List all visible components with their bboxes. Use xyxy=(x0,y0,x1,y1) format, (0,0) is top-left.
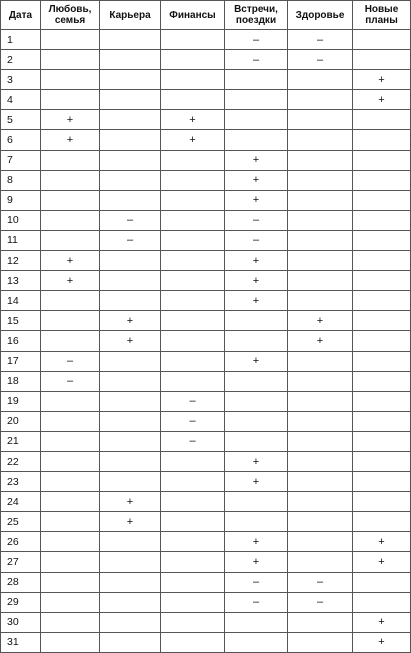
health-cell xyxy=(288,552,353,572)
table-row xyxy=(1,311,411,331)
meetings-trips-cell: + xyxy=(225,150,288,170)
header-label-line: Здоровье xyxy=(295,9,345,21)
finance-cell xyxy=(161,351,225,371)
new-plans-cell: + xyxy=(353,70,411,90)
new-plans-cell xyxy=(353,371,411,391)
date-cell: 10 xyxy=(1,210,41,230)
table-row xyxy=(1,271,411,291)
new-plans-cell xyxy=(353,190,411,210)
love-family-cell xyxy=(41,592,100,612)
new-plans-cell xyxy=(353,311,411,331)
career-cell: + xyxy=(100,331,161,351)
table-row xyxy=(1,190,411,210)
table-row xyxy=(1,632,411,652)
finance-cell xyxy=(161,230,225,250)
new-plans-cell xyxy=(353,512,411,532)
date-cell: 21 xyxy=(1,431,41,451)
finance-cell xyxy=(161,331,225,351)
finance-cell xyxy=(161,210,225,230)
date-cell: 29 xyxy=(1,592,41,612)
date-cell: 3 xyxy=(1,70,41,90)
table-row xyxy=(1,210,411,230)
new-plans-cell xyxy=(353,130,411,150)
meetings-trips-cell: + xyxy=(225,190,288,210)
meetings-trips-cell xyxy=(225,130,288,150)
love-family-cell xyxy=(41,150,100,170)
meetings-trips-cell xyxy=(225,371,288,391)
finance-cell: – xyxy=(161,391,225,411)
finance-cell xyxy=(161,90,225,110)
love-family-cell: + xyxy=(41,251,100,271)
career-cell xyxy=(100,632,161,652)
career-cell: – xyxy=(100,210,161,230)
new-plans-cell xyxy=(353,411,411,431)
health-cell xyxy=(288,371,353,391)
date-cell: 8 xyxy=(1,170,41,190)
career-cell xyxy=(100,592,161,612)
career-cell xyxy=(100,371,161,391)
date-cell: 16 xyxy=(1,331,41,351)
love-family-cell xyxy=(41,512,100,532)
finance-cell xyxy=(161,30,225,50)
header-finance xyxy=(161,1,225,30)
health-cell xyxy=(288,391,353,411)
date-cell: 23 xyxy=(1,472,41,492)
meetings-trips-cell: + xyxy=(225,291,288,311)
health-cell xyxy=(288,612,353,632)
table-row xyxy=(1,391,411,411)
health-cell: – xyxy=(288,572,353,592)
new-plans-cell xyxy=(353,271,411,291)
love-family-cell xyxy=(41,90,100,110)
finance-cell: – xyxy=(161,411,225,431)
health-cell xyxy=(288,70,353,90)
date-cell: 7 xyxy=(1,150,41,170)
meetings-trips-cell: + xyxy=(225,351,288,371)
new-plans-cell xyxy=(353,492,411,512)
new-plans-cell xyxy=(353,331,411,351)
table-row xyxy=(1,331,411,351)
meetings-trips-cell xyxy=(225,311,288,331)
meetings-trips-cell: – xyxy=(225,592,288,612)
health-cell xyxy=(288,271,353,291)
finance-cell xyxy=(161,492,225,512)
new-plans-cell xyxy=(353,391,411,411)
finance-cell xyxy=(161,592,225,612)
header-label-line: Новые xyxy=(364,4,399,15)
meetings-trips-cell: – xyxy=(225,30,288,50)
date-cell: 31 xyxy=(1,632,41,652)
table-row xyxy=(1,431,411,451)
table-row xyxy=(1,612,411,632)
table-row xyxy=(1,451,411,471)
header-health xyxy=(288,1,353,30)
love-family-cell xyxy=(41,472,100,492)
career-cell xyxy=(100,291,161,311)
table-row xyxy=(1,371,411,391)
meetings-trips-cell xyxy=(225,431,288,451)
table-row xyxy=(1,110,411,130)
table-row xyxy=(1,150,411,170)
date-cell: 28 xyxy=(1,572,41,592)
love-family-cell xyxy=(41,170,100,190)
love-family-cell xyxy=(41,210,100,230)
health-cell: – xyxy=(288,50,353,70)
career-cell xyxy=(100,351,161,371)
header-label-line: семья xyxy=(54,15,86,26)
header-label-line: планы xyxy=(365,15,398,26)
date-cell: 27 xyxy=(1,552,41,572)
love-family-cell xyxy=(41,532,100,552)
love-family-cell xyxy=(41,190,100,210)
new-plans-cell xyxy=(353,30,411,50)
table-row xyxy=(1,472,411,492)
date-cell: 4 xyxy=(1,90,41,110)
career-cell xyxy=(100,552,161,572)
health-cell xyxy=(288,512,353,532)
love-family-cell xyxy=(41,632,100,652)
career-cell xyxy=(100,612,161,632)
health-cell xyxy=(288,472,353,492)
new-plans-cell xyxy=(353,210,411,230)
love-family-cell xyxy=(41,391,100,411)
date-cell: 17 xyxy=(1,351,41,371)
new-plans-cell xyxy=(353,50,411,70)
meetings-trips-cell xyxy=(225,70,288,90)
new-plans-cell xyxy=(353,251,411,271)
table-row xyxy=(1,592,411,612)
finance-cell: – xyxy=(161,431,225,451)
love-family-cell xyxy=(41,612,100,632)
finance-cell: + xyxy=(161,110,225,130)
table-row xyxy=(1,30,411,50)
health-cell xyxy=(288,351,353,371)
love-family-cell: + xyxy=(41,271,100,291)
meetings-trips-cell: + xyxy=(225,532,288,552)
header-label-line: Карьера xyxy=(109,9,151,21)
finance-cell xyxy=(161,552,225,572)
new-plans-cell xyxy=(353,291,411,311)
meetings-trips-cell xyxy=(225,391,288,411)
header-new-plans xyxy=(353,1,411,30)
date-cell: 5 xyxy=(1,110,41,130)
love-family-cell: + xyxy=(41,130,100,150)
date-cell: 25 xyxy=(1,512,41,532)
health-cell xyxy=(288,150,353,170)
career-cell xyxy=(100,90,161,110)
new-plans-cell xyxy=(353,592,411,612)
health-cell xyxy=(288,492,353,512)
header-label-line: Встречи, xyxy=(234,4,278,15)
table-row xyxy=(1,572,411,592)
date-cell: 6 xyxy=(1,130,41,150)
header-label-line: Любовь, xyxy=(48,4,92,15)
health-cell xyxy=(288,411,353,431)
health-cell xyxy=(288,170,353,190)
date-cell: 9 xyxy=(1,190,41,210)
table-row xyxy=(1,552,411,572)
love-family-cell xyxy=(41,311,100,331)
finance-cell xyxy=(161,451,225,471)
new-plans-cell xyxy=(353,170,411,190)
header-row xyxy=(1,1,411,30)
table-row xyxy=(1,130,411,150)
meetings-trips-cell: + xyxy=(225,170,288,190)
career-cell xyxy=(100,391,161,411)
finance-cell xyxy=(161,371,225,391)
health-cell xyxy=(288,230,353,250)
finance-cell xyxy=(161,632,225,652)
header-label-line: Финансы xyxy=(169,9,216,21)
love-family-cell: + xyxy=(41,110,100,130)
date-cell: 1 xyxy=(1,30,41,50)
meetings-trips-cell xyxy=(225,90,288,110)
health-cell: – xyxy=(288,30,353,50)
health-cell xyxy=(288,90,353,110)
love-family-cell xyxy=(41,30,100,50)
health-cell xyxy=(288,190,353,210)
table-row xyxy=(1,291,411,311)
meetings-trips-cell: – xyxy=(225,230,288,250)
finance-cell xyxy=(161,311,225,331)
love-family-cell xyxy=(41,50,100,70)
table-row xyxy=(1,230,411,250)
health-cell xyxy=(288,130,353,150)
table-row xyxy=(1,532,411,552)
career-cell xyxy=(100,532,161,552)
love-family-cell xyxy=(41,70,100,90)
meetings-trips-cell xyxy=(225,512,288,532)
date-cell: 14 xyxy=(1,291,41,311)
career-cell xyxy=(100,70,161,90)
header-meetings-trips xyxy=(225,1,288,30)
meetings-trips-cell: + xyxy=(225,271,288,291)
career-cell xyxy=(100,472,161,492)
love-family-cell xyxy=(41,451,100,471)
career-cell xyxy=(100,190,161,210)
health-cell: – xyxy=(288,592,353,612)
career-cell: + xyxy=(100,512,161,532)
career-cell xyxy=(100,150,161,170)
meetings-trips-cell xyxy=(225,632,288,652)
health-cell: + xyxy=(288,311,353,331)
health-cell xyxy=(288,210,353,230)
finance-cell xyxy=(161,50,225,70)
meetings-trips-cell: + xyxy=(225,552,288,572)
finance-cell xyxy=(161,572,225,592)
career-cell: + xyxy=(100,311,161,331)
new-plans-cell xyxy=(353,451,411,471)
table-row xyxy=(1,492,411,512)
finance-cell xyxy=(161,150,225,170)
career-cell xyxy=(100,110,161,130)
table-row xyxy=(1,351,411,371)
meetings-trips-cell xyxy=(225,612,288,632)
new-plans-cell: + xyxy=(353,90,411,110)
love-family-cell xyxy=(41,431,100,451)
love-family-cell xyxy=(41,331,100,351)
table-row xyxy=(1,90,411,110)
health-cell xyxy=(288,431,353,451)
health-cell xyxy=(288,451,353,471)
love-family-cell: – xyxy=(41,351,100,371)
new-plans-cell xyxy=(353,572,411,592)
finance-cell xyxy=(161,291,225,311)
career-cell xyxy=(100,50,161,70)
finance-cell: + xyxy=(161,130,225,150)
career-cell xyxy=(100,411,161,431)
new-plans-cell: + xyxy=(353,632,411,652)
love-family-cell xyxy=(41,411,100,431)
new-plans-cell xyxy=(353,351,411,371)
date-cell: 20 xyxy=(1,411,41,431)
date-cell: 30 xyxy=(1,612,41,632)
meetings-trips-cell xyxy=(225,110,288,130)
new-plans-cell xyxy=(353,150,411,170)
finance-cell xyxy=(161,271,225,291)
love-family-cell xyxy=(41,572,100,592)
header-label-line: Дата xyxy=(8,9,33,21)
finance-cell xyxy=(161,251,225,271)
header-date xyxy=(1,1,41,30)
meetings-trips-cell: + xyxy=(225,251,288,271)
meetings-trips-cell xyxy=(225,492,288,512)
date-cell: 15 xyxy=(1,311,41,331)
new-plans-cell xyxy=(353,230,411,250)
career-cell xyxy=(100,170,161,190)
new-plans-cell xyxy=(353,110,411,130)
meetings-trips-cell: + xyxy=(225,472,288,492)
career-cell xyxy=(100,431,161,451)
career-cell: – xyxy=(100,230,161,250)
meetings-trips-cell: – xyxy=(225,572,288,592)
date-cell: 11 xyxy=(1,230,41,250)
career-cell xyxy=(100,451,161,471)
table-row xyxy=(1,70,411,90)
new-plans-cell xyxy=(353,431,411,451)
date-cell: 2 xyxy=(1,50,41,70)
date-cell: 12 xyxy=(1,251,41,271)
table-row xyxy=(1,512,411,532)
finance-cell xyxy=(161,512,225,532)
health-cell xyxy=(288,291,353,311)
finance-cell xyxy=(161,70,225,90)
date-cell: 18 xyxy=(1,371,41,391)
career-cell xyxy=(100,130,161,150)
date-cell: 19 xyxy=(1,391,41,411)
career-cell: + xyxy=(100,492,161,512)
meetings-trips-cell: – xyxy=(225,210,288,230)
meetings-trips-cell: – xyxy=(225,50,288,70)
table-row xyxy=(1,411,411,431)
new-plans-cell: + xyxy=(353,552,411,572)
health-cell xyxy=(288,632,353,652)
career-cell xyxy=(100,572,161,592)
love-family-cell xyxy=(41,492,100,512)
career-cell xyxy=(100,271,161,291)
health-cell xyxy=(288,532,353,552)
table-body xyxy=(1,30,411,653)
date-cell: 24 xyxy=(1,492,41,512)
love-family-cell xyxy=(41,291,100,311)
health-cell: + xyxy=(288,331,353,351)
finance-cell xyxy=(161,170,225,190)
finance-cell xyxy=(161,190,225,210)
career-cell xyxy=(100,251,161,271)
date-cell: 22 xyxy=(1,451,41,471)
date-cell: 13 xyxy=(1,271,41,291)
meetings-trips-cell xyxy=(225,411,288,431)
health-cell xyxy=(288,110,353,130)
love-family-cell xyxy=(41,552,100,572)
finance-cell xyxy=(161,532,225,552)
table-row xyxy=(1,50,411,70)
finance-cell xyxy=(161,472,225,492)
new-plans-cell: + xyxy=(353,532,411,552)
header-love-family xyxy=(41,1,100,30)
love-family-cell xyxy=(41,230,100,250)
header-label-line: поездки xyxy=(235,15,277,26)
date-cell: 26 xyxy=(1,532,41,552)
header-career xyxy=(100,1,161,30)
meetings-trips-cell xyxy=(225,331,288,351)
finance-cell xyxy=(161,612,225,632)
career-cell xyxy=(100,30,161,50)
love-family-cell: – xyxy=(41,371,100,391)
table-row xyxy=(1,251,411,271)
new-plans-cell: + xyxy=(353,612,411,632)
table-row xyxy=(1,170,411,190)
meetings-trips-cell: + xyxy=(225,451,288,471)
new-plans-cell xyxy=(353,472,411,492)
health-cell xyxy=(288,251,353,271)
